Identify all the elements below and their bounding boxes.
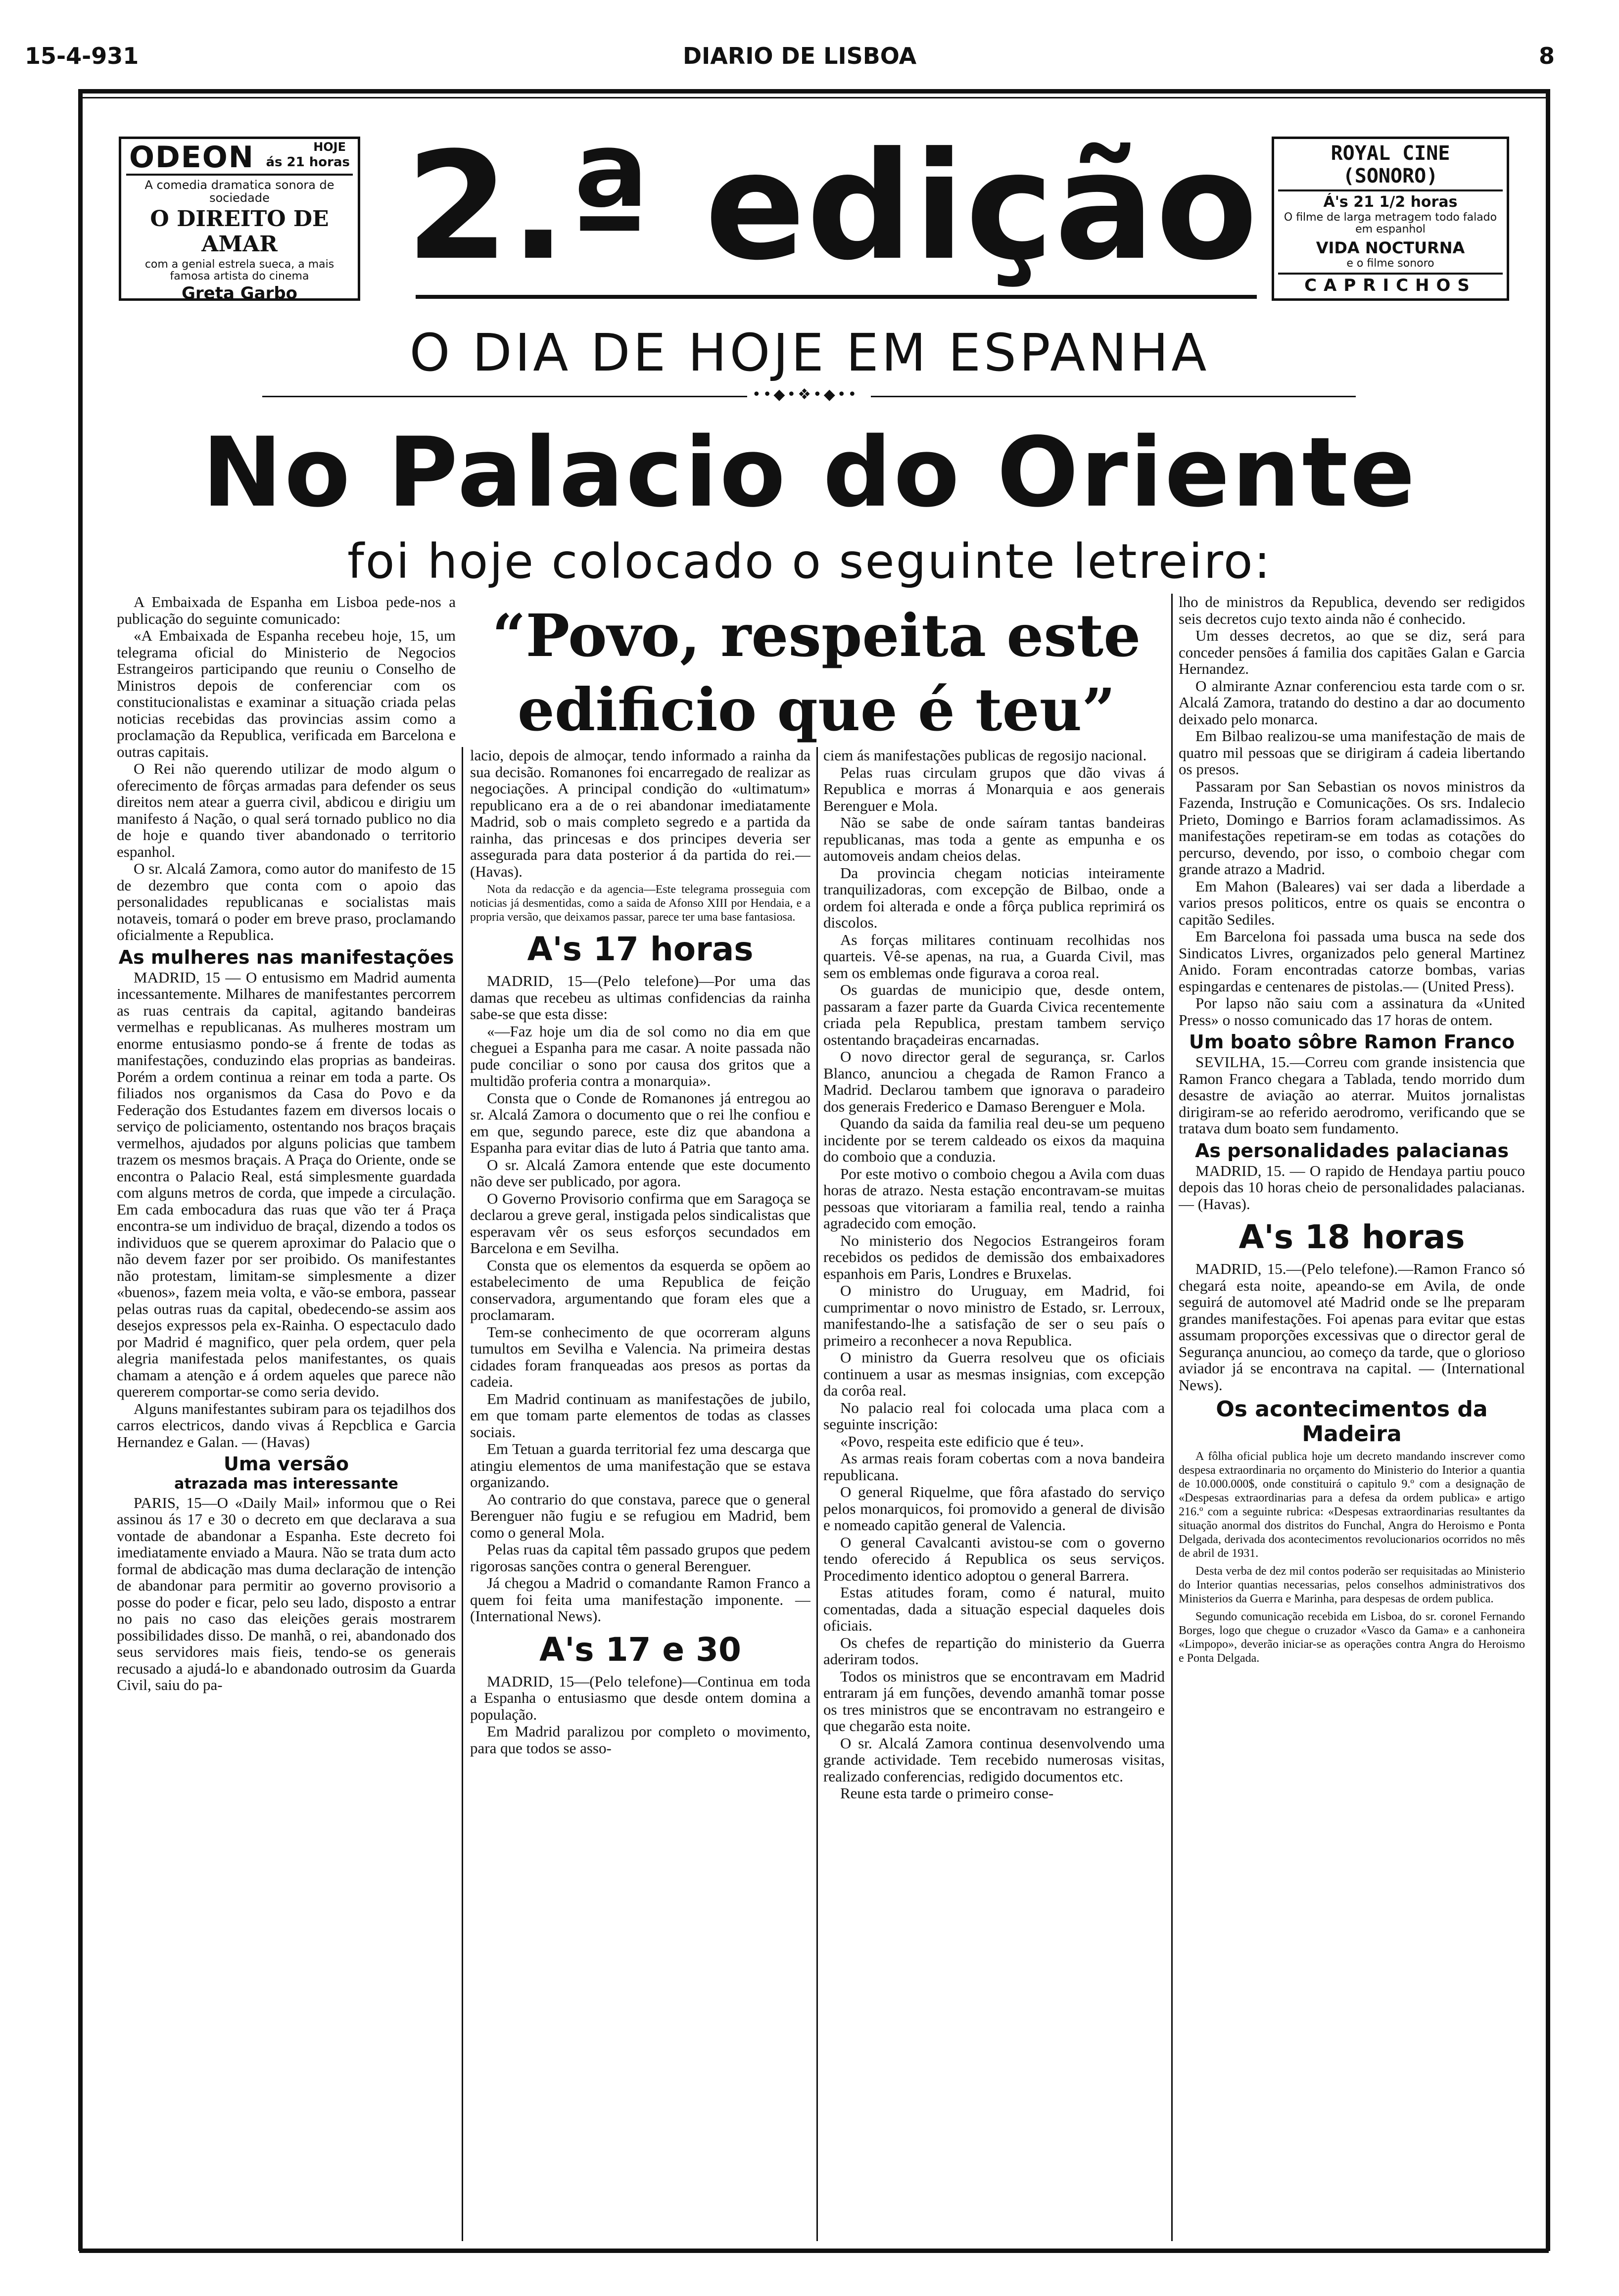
frame-top: [79, 89, 1549, 94]
section-heading: As personalidades palacianas: [1194, 1139, 1509, 1162]
paragraph: lho de ministros da Republica, devendo ser redigidos seis decretos cujo texto ainda não é conhecido.: [1179, 594, 1525, 627]
paragraph: «Povo, respeita este edificio que é teu».: [840, 1432, 1084, 1450]
paragraph: O sr. Alcalá Zamora continua desenvolvendo uma grande actividade. Tem recebido numerosas visitas, realizado conferencias, redigido documentos etc.: [823, 1734, 1165, 1785]
editorial-note: Nota da redacção e da agencia—Este telegrama prosseguia com noticias já desmentidas, como a saida de Afonso XIII por Hendaia, e a propria versão, que deixamos passar, parece ter uma base fantasiosa.: [470, 883, 810, 924]
headline: No Palacio do Oriente: [202, 417, 1417, 528]
paragraph: «A Embaixada de Espanha recebeu hoje, 15, um telegrama oficial do Ministerio de Negocios Estrangeiros participando que reuniu o Conselho de Ministros depois de conferenciar com os constitucionalistas e examinar a situação criada pelas noticias recebidas das provincias assim como a proclamação da Republica, verificada em Barcelona e outras capitais.: [117, 627, 456, 760]
odeon-time: ás 21 horas: [266, 155, 350, 170]
frame-top-inner: [79, 97, 1549, 98]
paragraph: Os guardas de municipio que, desde ontem, passaram a fazer parte da Guarda Civica recentemente criada pela Republica, prestam tambem serviço ostentando braçadeiras encarnadas.: [823, 981, 1165, 1048]
ornament-rule-right: [871, 396, 1356, 397]
paragraph: PARIS, 15—O «Daily Mail» informou que o Rei assinou ás 17 e 30 o decreto em que declarava a sua vontade de abandonar a Espanha. Este decreto foi imediatamente enviado a Maura. Não se trata dum acto formal de abdicação mas duma declaração de intenção de abandonar para permitir ao governo provisorio a posse do poder e ficar, pelo seu lado, disposto a entrar no pais no caso das eleições gerais mostrarem possibilidades disso. De manhã, o rei, abandonado dos seus servidores mais fieis, tendo-se os generais recusado a ajudá-lo e abandonado outrosim da Guarda Civil, saiu do pa-: [117, 1494, 456, 1693]
section-heading: A's 17 e 30: [539, 1630, 741, 1669]
section-heading: Os acontecimentos da Madeira: [1216, 1397, 1488, 1447]
section-heading: As mulheres nas manifestações: [118, 946, 454, 968]
paragraph: Os chefes de repartição do ministerio da Guerra aderiram todos.: [823, 1634, 1165, 1668]
paragraph: Em Tetuan a guarda territorial fez uma descarga que atingiu elementos de uma manifestação que se estava organizando.: [470, 1440, 810, 1491]
paragraph: Pelas ruas da capital têm passado grupos que pedem rigorosas sanções contra o general Berenguer.: [470, 1541, 810, 1575]
paragraph: Em Mahon (Baleares) vai ser dada a liberdade a varios presos politicos, entre os quais se encontra o capitão Sediles.: [1179, 877, 1525, 928]
page-number: 8: [1539, 43, 1555, 69]
paragraph: MADRID, 15—(Pelo telefone)—Continua em toda a Espanha o entusiasmo que desde ontem domina a população.: [470, 1672, 810, 1723]
frame-bottom: [79, 2249, 1549, 2253]
column-2: [470, 747, 810, 2241]
paragraph: As forças militares continuam recolhidas nos quarteis. Vê-se apenas, na rua, a Guarda Civil, mas sem os emblemas onde figurava a coroa real.: [823, 931, 1165, 982]
paragraph: A Embaixada de Espanha em Lisboa pede-nos a publicação do seguinte comunicado:: [117, 594, 456, 627]
issue-date: 15-4-931: [25, 43, 139, 69]
paragraph: Consta que o Conde de Romanones já entregou ao sr. Alcalá Zamora o documento que o rei lhe confiou e em que, segundo parece, este diz que abandona a Espanha para evitar dias de luto á Patria que tanto ama.: [470, 1089, 810, 1156]
paragraph: SEVILHA, 15.—Correu com grande insistencia que Ramon Franco chegara a Tablada, tendo morrido dum desastre de aviação ao aterrar. Muitos jornalistas dirigiram-se ao referido aerodromo, verificando que se tratava dum boato sem fundamento.: [1179, 1053, 1525, 1137]
edition-underline: [416, 295, 1257, 299]
paragraph: Pelas ruas circulam grupos que dão vivas á Republica e morras á Monarquia e aos generais Berenguer e Mola.: [823, 763, 1165, 814]
paragraph: Ao contrario do que constava, parece que o general Berenguer não fugiu e se refugiou em Madrid, bem como o general Mola.: [470, 1490, 810, 1541]
royal-film: VIDA NOCTURNA: [1316, 238, 1465, 257]
paragraph: O general Cavalcanti avistou-se com o governo tendo oferecido á Republica os seus serviços. Procedimento identico adoptou o general Barrera.: [823, 1533, 1165, 1584]
paragraph: Um desses decretos, ao que se diz, será para conceder pensões á familia dos capitães Galan e Garcia Hernandez.: [1179, 627, 1525, 677]
newspaper-name: DIARIO DE LISBOA: [683, 43, 917, 69]
paragraph: MADRID, 15 — O entusismo em Madrid aumenta incessantemente. Milhares de manifestantes percorrem as ruas centrais da capital, agitando bandeiras vermelhas e republicanas. As mulheres mostram um enorme entusiasmo pondo-se á frente de todas as manifestações, conduzindo elas proprias as bandeiras. Porém a ordem continua a reinar em toda a parte. Os filiados nos organismos da Casa do Povo e da Federação dos Estudantes fazem em diversos locais o serviço de policiamento, ostentando nos braços braçais vermelhos, ajudados por alguns policias que tambem trazem os mesmos braçais. A Praça do Oriente, onde se encontra o Palacio Real, está simplesmente guardada com alguns metros de corda, que impede a circulação. Em cada embocadura das ruas que vão ter á Praça encontra-se um individuo de braçal, dizendo a todos os individuos que se querem aproximar do Palacio que o não devem fazer por ser proibido. Os manifestantes não protestam, limitam-se simplesmente a dizer «buenos», fazem meia volta, e vão-se embora, passear pelas outras ruas da capital, obedecendo-se assim aos desejos expressos pela ex-Rainha. O espectaculo dado por Madrid é magnifico, quer pela ordem, quer pela alegria manifestada pelos manifestantes, os quais chamam a atenção e á ordem aqueles que parece não quererem comportar-se como seria devido.: [117, 968, 456, 1400]
royal-title: ROYAL CINE (SONORO): [1278, 142, 1503, 191]
paragraph: O ministro do Uruguay, em Madrid, foi cumprimentar o novo ministro de Estado, sr. Lerroux, manifestando-lhe a satisfação de ser o seu país o primeiro a reconhecer a nova Republica.: [823, 1282, 1165, 1349]
paragraph: A fôlha oficial publica hoje um decreto mandando inscrever como despesa extraordinaria no orçamento do Ministerio do Interior a quantia de 10.000.000$, onde constituirá o capitulo 9.º com a designação de «Despesas extraordinarias para a defesa da ordem publica» e artigo 216.º com a seguinte rubrica: «Despesas extraordinarias resultantes da situação anormal dos distritos do Funchal, Angra do Heroismo e Ponta Delgada, derivada dos acontecimentos revolucionarios ocorridos no mês de abril de 1931.: [1179, 1450, 1525, 1560]
section-subheading: atrazada mas interessante: [174, 1475, 398, 1493]
paragraph: MADRID, 15—(Pelo telefone)—Por uma das damas que recebeu as ultimas confidencias da rainha sabe-se que esta disse:: [470, 972, 810, 1023]
paragraph: Por lapso não saiu com a assinatura da «United Press» o nosso comunicado das 17 horas de ontem.: [1179, 994, 1525, 1029]
royal-also: e o filme sonoro: [1346, 257, 1434, 270]
paragraph: O sr. Alcalá Zamora entende que este documento não deve ser publicado, por agora.: [470, 1156, 810, 1190]
paragraph: Em Madrid continuam as manifestações de jubilo, em que tomam parte elementos de todas as classes sociais.: [470, 1390, 810, 1441]
paragraph: Por este motivo o comboio chegou a Avila com duas horas de atrazo. Nesta estação encontravam-se muitas pessoas que vitoriaram a familia real, tendo a rainha agradecido com emoção.: [823, 1165, 1165, 1232]
col-divider-3: [1171, 594, 1173, 2241]
section-heading: A's 18 horas: [1238, 1218, 1465, 1256]
paragraph: As armas reais foram cobertas com a nova bandeira republicana.: [823, 1450, 1165, 1484]
paragraph: Reune esta tarde o primeiro conse-: [840, 1784, 1054, 1802]
ornament: ••◆•❖•◆••: [752, 386, 859, 403]
paragraph: Consta que os elementos da esquerda se opõem ao estabelecimento de uma Republica de feição conservadora, argumentando que foram eles que a proclamaram.: [470, 1256, 810, 1323]
paragraph: lacio, depois de almoçar, tendo informado a rainha da sua decisão. Romanones foi encarregado de realizar as negociações. A principal condição do «ultimatum» republicano era a de o rei abandonar imediatamente Madrid, sob o mais completo segredo e a partida da rainha, das princesas e dos principes deveria ser assegurada para data posterior á da partida do rei.— (Havas).: [470, 747, 810, 880]
paragraph: Passaram por San Sebastian os novos ministros da Fazenda, Instrução e Comunicações. Os srs. Indalecio Prieto, Domingo e Barrios foram aclamadissimos. As manifestações repetiram-se em todas as cotações do percurso, devendo, por isso, o comboio chegar com grande atrazo a Madrid.: [1179, 777, 1525, 878]
subheadline: foi hoje colocado o seguinte letreiro:: [347, 534, 1272, 589]
royal-film2: CAPRICHOS: [1278, 273, 1503, 295]
paragraph: O Governo Provisorio confirma que em Saragoça se declarou a greve geral, instigada pelos sindicalistas que esperavam vêr os seus esforços secundados em Barcelona e em Sevilha.: [470, 1189, 810, 1257]
odeon-film: O DIREITO DE AMAR: [150, 206, 329, 257]
column-1: [117, 594, 456, 2241]
quote-line-1: “Povo, respeita este: [492, 601, 1141, 670]
column-4: [1179, 594, 1525, 2241]
paragraph: No ministerio dos Negocios Estrangeiros foram recebidos os pedidos de demissão dos embaixadores espanhois em Paris, Londres e Bruxelas.: [823, 1231, 1165, 1282]
paragraph: ciem ás manifestações publicas de regosijo nacional.: [823, 747, 1147, 764]
odeon-ad: [119, 137, 360, 301]
paragraph: Segundo comunicação recebida em Lisboa, do sr. coronel Fernando Borges, logo que chegue o cruzador «Vasco da Gama» e a canhoneira «Limpopo», deverão iniciar-se as operações contra Angra do Heroismo e Ponta Delgada.: [1179, 1610, 1525, 1665]
odeon-today: HOJE: [313, 140, 346, 154]
frame-right: [1546, 89, 1550, 2251]
royal-time: Á's 21 1/2 horas: [1323, 193, 1458, 211]
paragraph: No palacio real foi colocada uma placa com a seguinte inscrição:: [823, 1399, 1165, 1433]
paragraph: Quando da saida da familia real deu-se um pequeno incidente por se terem caldeado os eixos da maquina do comboio que a conduzia.: [823, 1115, 1165, 1165]
paragraph: O general Riquelme, que fôra afastado do serviço pelos monarquicos, foi promovido a general de divisão e nomeado capitão general de Valencia.: [823, 1483, 1165, 1534]
paragraph: O almirante Aznar conferenciou esta tarde com o sr. Alcalá Zamora, tratando do destino a dar ao documento deixado pelo monarca.: [1179, 677, 1525, 728]
paragraph: Alguns manifestantes subiram para os tejadilhos dos carros electricos, dando vivas á Repcblica e Garcia Hernandez e Galan. — (Havas): [117, 1400, 456, 1451]
royal-cine-ad: [1272, 137, 1509, 301]
paragraph: Da provincia chegam noticias inteiramente tranquilizadoras, com excepção de Bilbao, onde a ordem foi alterada e onde a fôrça publica reprimirá os discolos.: [823, 864, 1165, 931]
paragraph: Não se sabe de onde saíram tantas bandeiras republicanas, mas toda a gente as empunha e os automoveis andam cheios delas.: [823, 814, 1165, 864]
paragraph: Estas atitudes foram, como é natural, muito comentadas, dada a situação especial daqueles dois oficiais.: [823, 1584, 1165, 1634]
odeon-star: Greta Garbo: [181, 283, 298, 301]
paragraph: Todos os ministros que se encontravam em Madrid entraram já em funções, devendo amanhã tomar posse os tres ministros que se encontravam no estrangeiro e que chegarão esta noite.: [823, 1667, 1165, 1734]
paragraph: O Rei não querendo utilizar de modo algum o oferecimento de fôrças armadas para defender os seus direitos nem atear a guerra civil, abdicou e dirigiu um manifesto á Nação, o qual será tornado publico no dia de hoje e quando tiver abandonado o territorio espanhol.: [117, 760, 456, 860]
royal-desc: O filme de larga metragem todo falado em espanhol: [1284, 211, 1497, 235]
edition-banner: 2.ª edição: [406, 120, 1259, 293]
paragraph: Já chegou a Madrid o comandante Ramon Franco a quem foi feita uma manifestação imponente. — (International News).: [470, 1574, 810, 1625]
paragraph: Em Bilbao realizou-se uma manifestação de mais de quatro mil pessoas que se dirigiram á cadeia libertando os presos.: [1179, 727, 1525, 778]
odeon-with: com a genial estrela sueca, a mais famosa artista do cinema: [144, 258, 334, 282]
quote-line-2: edificio que é teu”: [517, 675, 1116, 744]
frame-left: [78, 89, 83, 2251]
paragraph: Em Madrid paralizou por completo o movimento, para que todos se asso-: [470, 1723, 810, 1757]
col-divider-2: [816, 747, 818, 2241]
ornament-rule-left: [262, 396, 747, 397]
paragraph: «—Faz hoje um dia de sol como no dia em que cheguei a Espanha para me casar. A noite passada não pude conciliar o sono por causa dos gritos que a multidão proferia contra a monarquia».: [470, 1022, 810, 1089]
section-kicker: O DIA DE HOJE EM ESPANHA: [409, 323, 1210, 383]
paragraph: O novo director geral de segurança, sr. Carlos Blanco, anunciou a chegada de Ramon Franco a Madrid. Declarou tambem que ignorava o paradeiro dos generais Frederico e Damaso Berenguer e Mola.: [823, 1048, 1165, 1115]
odeon-desc: A comedia dramatica sonora de sociedade: [144, 178, 334, 205]
paragraph: MADRID, 15. — O rapido de Hendaya partiu pouco depois das 10 horas cheio de personalidades palacianas.— (Havas).: [1179, 1162, 1525, 1213]
section-heading: Um boato sôbre Ramon Franco: [1189, 1031, 1515, 1053]
odeon-title: ODEON: [129, 140, 255, 175]
paragraph: Em Barcelona foi passada uma busca na sede dos Sindicatos Livres, organizados pelo general Martinez Anido. Foram encontradas catorze bombas, varias espingardas e centenares de pistolas.— (United Press).: [1179, 928, 1525, 995]
section-heading: A's 17 horas: [527, 930, 754, 968]
col-divider-1: [462, 747, 463, 2241]
paragraph: O ministro da Guerra resolveu que os oficiais continuem a usar as mesmas insignias, com excepção da corôa real.: [823, 1349, 1165, 1399]
paragraph: O sr. Alcalá Zamora, como autor do manifesto de 15 de dezembro que conta com o apoio das personalidades republicanas e socialistas mais notaveis, tomará o poder em breve praso, proclamando oficialmente a Republica.: [117, 860, 456, 943]
paragraph: Desta verba de dez mil contos poderão ser requisitadas ao Ministerio do Interior quantias necessarias, pelos conselhos administrativos dos Ministerios da Guerra e Marinha, para despesas de ordem publica.: [1179, 1565, 1525, 1605]
section-heading: Uma versão: [224, 1453, 349, 1475]
paragraph: MADRID, 15.—(Pelo telefone).—Ramon Franco só chegará esta noite, apeando-se em Avila, de onde seguirá de automovel até Madrid onde se lhe preparam grandes manifestações. Foi apenas para evitar que estas assumam proporções excessivas que o director geral de Segurança anunciou, ao começo da tarde, que o glorioso aviador já se encontrava na capital. — (International News).: [1179, 1260, 1525, 1394]
column-3: [823, 747, 1165, 2241]
paragraph: Tem-se conhecimento de que ocorreram alguns tumultos em Sevilha e Valencia. Na primeira destas cidades foram franqueadas aos presos as portas da cadeia.: [470, 1323, 810, 1390]
